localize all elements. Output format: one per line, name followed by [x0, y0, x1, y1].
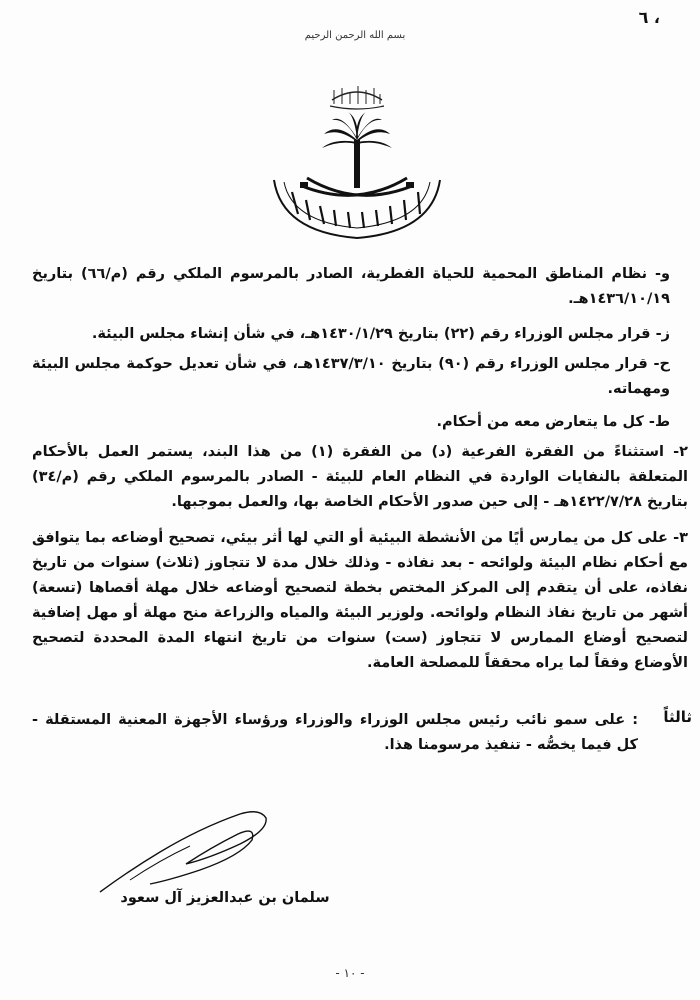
- clause-text: على سمو نائب رئيس مجلس الوزراء والوزراء ورؤساء الأجهزة المعنية المستقلة - كل فيما يخصُّه - تنفيذ مرسومنا هذا.: [32, 712, 638, 753]
- clause-item-zay: [32, 322, 670, 347]
- clause-text: كل ما يتعارض معه من أحكام.: [436, 414, 644, 430]
- clause-item-ha: [32, 352, 670, 402]
- clause-text: استثناءً من الفقرة الفرعية (د) من الفقرة (١) من هذا البند، يستمر العمل بالأحكام المتعلقة بالنفايات الواردة في النظام العام للبيئة - الصادر بالمرسوم الملكي رقم (م/٣٤) بتاريخ ١٤٢٢/٧/٢٨هـ - إلى حين صدور الأحكام الخاصة بها، والعمل بموجبها.: [32, 444, 688, 510]
- clause-label: ٣-: [673, 530, 688, 546]
- clause-item-waw: [32, 262, 670, 312]
- clause-colon: :: [632, 712, 638, 728]
- clause-text: على كل من يمارس أيًا من الأنشطة البيئية أو التي لها أثر بيئي، تصحيح أوضاعه بما يتوافق مع أحكام نظام البيئة ولوائحه - بعد نفاذه - وذلك خلال مدة لا تتجاوز (ثلاث) سنوات من تاريخ نفاذه، على أن يتقدم إلى المركز المختص بخطة لتصحيح أوضاعه خلال مهلة أقصاها (تسعة) أشهر من تاريخ نفاذ النظام ولوائحه. ولوزير البيئة والمياه والزراعة منح مهلة أو مهل إضافية لتصحيح أوضاع الممارس لا تتجاوز (ست) سنوات من تاريخ انتهاء المدة المحددة لتصحيح الأوضاع وفقاً لما يراه محققاً للمصلحة العامة.: [32, 530, 688, 671]
- page-number: - ١٠ -: [335, 966, 365, 980]
- clause-item-3: [32, 526, 688, 676]
- clause-label: ح-: [653, 356, 670, 372]
- corner-mark: ٦ ،: [638, 8, 660, 27]
- emblem-motto-calligraphy: [330, 86, 384, 109]
- clause-item-ta: [32, 410, 670, 435]
- clause-label: و-: [654, 266, 670, 282]
- emblem-kingdom-name-arc: [274, 180, 440, 238]
- handwritten-signature: [90, 800, 280, 900]
- clause-label: ز-: [655, 326, 670, 342]
- clause-third: [32, 708, 638, 758]
- section-label-third: ثالثاً: [663, 708, 692, 726]
- clause-text: قرار مجلس الوزراء رقم (٩٠) بتاريخ ١٤٣٧/٣/١٠هـ، في شأن تعديل حوكمة مجلس البيئة ومهماته.: [32, 356, 670, 397]
- palm-tree-icon: [322, 112, 392, 188]
- saudi-emblem-logo: [262, 82, 452, 242]
- basmala-calligraphy: بسم الله الرحمن الرحيم: [304, 30, 406, 41]
- clause-text: قرار مجلس الوزراء رقم (٢٢) بتاريخ ١٤٣٠/١/٢٩هـ، في شأن إنشاء مجلس البيئة.: [91, 326, 651, 342]
- clause-item-2: [32, 440, 688, 515]
- clause-label: ط-: [648, 414, 670, 430]
- clause-label: ٢-: [673, 444, 688, 460]
- clause-text: نظام المناطق المحمية للحياة الفطرية، الصادر بالمرسوم الملكي رقم (م/٦٦) بتاريخ ١٤٣٦/١٠/١٩هـ.: [32, 266, 670, 307]
- signer-name: سلمان بن عبدالعزيز آل سعود: [120, 890, 330, 906]
